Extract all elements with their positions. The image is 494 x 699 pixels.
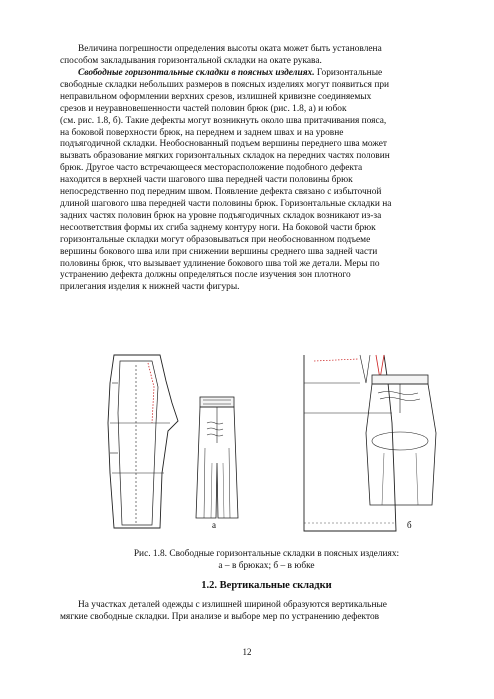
- trousers-view-drawing: [196, 397, 238, 518]
- text-line: на боковой поверхности брюк, на переднем и заднем швах и на уровне: [60, 127, 344, 138]
- paragraph-3: [60, 600, 473, 624]
- text-line: срезов и неуравновешенности частей половин брюк (рис. 1.8, а) и юбок: [60, 103, 347, 114]
- text-line: половины брюк, что вызывает удлинение бокового шва той же детали. Меры по: [60, 258, 380, 269]
- text-line: мягкие свободные складки. При анализе и выборе мер по устранению дефектов: [60, 611, 380, 622]
- text-line: вызвать образование мягких горизонтальных складок на передних частях половин: [60, 151, 390, 162]
- figure-label-a: а: [212, 520, 216, 530]
- paragraph-heading: Свободные горизонтальные складки в поясных изделиях.: [78, 68, 315, 78]
- text-line: горизонтальные складки могут образовываться при необоснованном подъеме: [60, 234, 371, 245]
- text-line: устранению дефекта должны определяться после изучения зон плотного: [60, 270, 351, 281]
- trousers-pattern-drawing: [108, 355, 178, 528]
- text-line: подъягодичной складки. Необоснованный подъем вершины переднего шва может: [60, 139, 388, 150]
- figure-label-b: б: [407, 520, 412, 530]
- text-line: находится в верхней части шагового шва передней части половины брюк: [60, 175, 353, 186]
- text-line: брюк. Другое часто встречающееся месторасположение подобного дефекта: [60, 163, 363, 174]
- paragraph-1: [60, 44, 473, 68]
- text-line: свободные складки небольших размеров в поясных изделиях могут появиться при: [60, 79, 390, 90]
- text-line: (см. рис. 1.8, б). Такие дефекты могут возникнуть около шва притачивания пояса,: [60, 115, 387, 126]
- section-title: 1.2. Вертикальные складки: [201, 580, 332, 591]
- paragraph-2: [60, 68, 473, 294]
- text-line: неправильном оформлении верхних срезов, излишней кривизне соединяемых: [60, 91, 372, 102]
- text-line: несоответствия формы их сгиба заднему контуру ноги. На боковой части брюк: [60, 222, 376, 233]
- caption-line: а – в брюках; б – в юбке: [218, 561, 315, 571]
- text-line: непосредственно под передним швом. Появление дефекта связано с избыточной: [60, 187, 382, 198]
- text-line: На участках деталей одежды с излишней шириной образуются вертикальные: [78, 600, 387, 610]
- text-line: прилегания изделия к нижней части фигуры.: [60, 282, 240, 293]
- text-line: задних частях половин брюк на уровне подъягодичных складок возникают из-за: [60, 210, 382, 221]
- figure-1-8: [100, 353, 470, 543]
- page-number: 12: [242, 647, 252, 657]
- text-line: Величина погрешности определения высоты оката может быть установлена: [78, 44, 382, 54]
- caption-line: Рис. 1.8. Свободные горизонтальные складки в поясных изделиях:: [133, 549, 400, 559]
- figure-caption: [60, 548, 473, 572]
- text-fragment: Горизонтальные: [314, 68, 383, 78]
- text-line: вершины бокового шва или при снижении вершины среднего шва задней части: [60, 246, 378, 257]
- skirt-view-drawing: [366, 375, 436, 505]
- text-line: длиной шагового шва передней части половины брюк. Горизонтальные складки на: [60, 198, 392, 209]
- text-line: [60, 68, 473, 80]
- text-line: способом закладывания горизонтальной складки на окате рукава.: [60, 55, 322, 66]
